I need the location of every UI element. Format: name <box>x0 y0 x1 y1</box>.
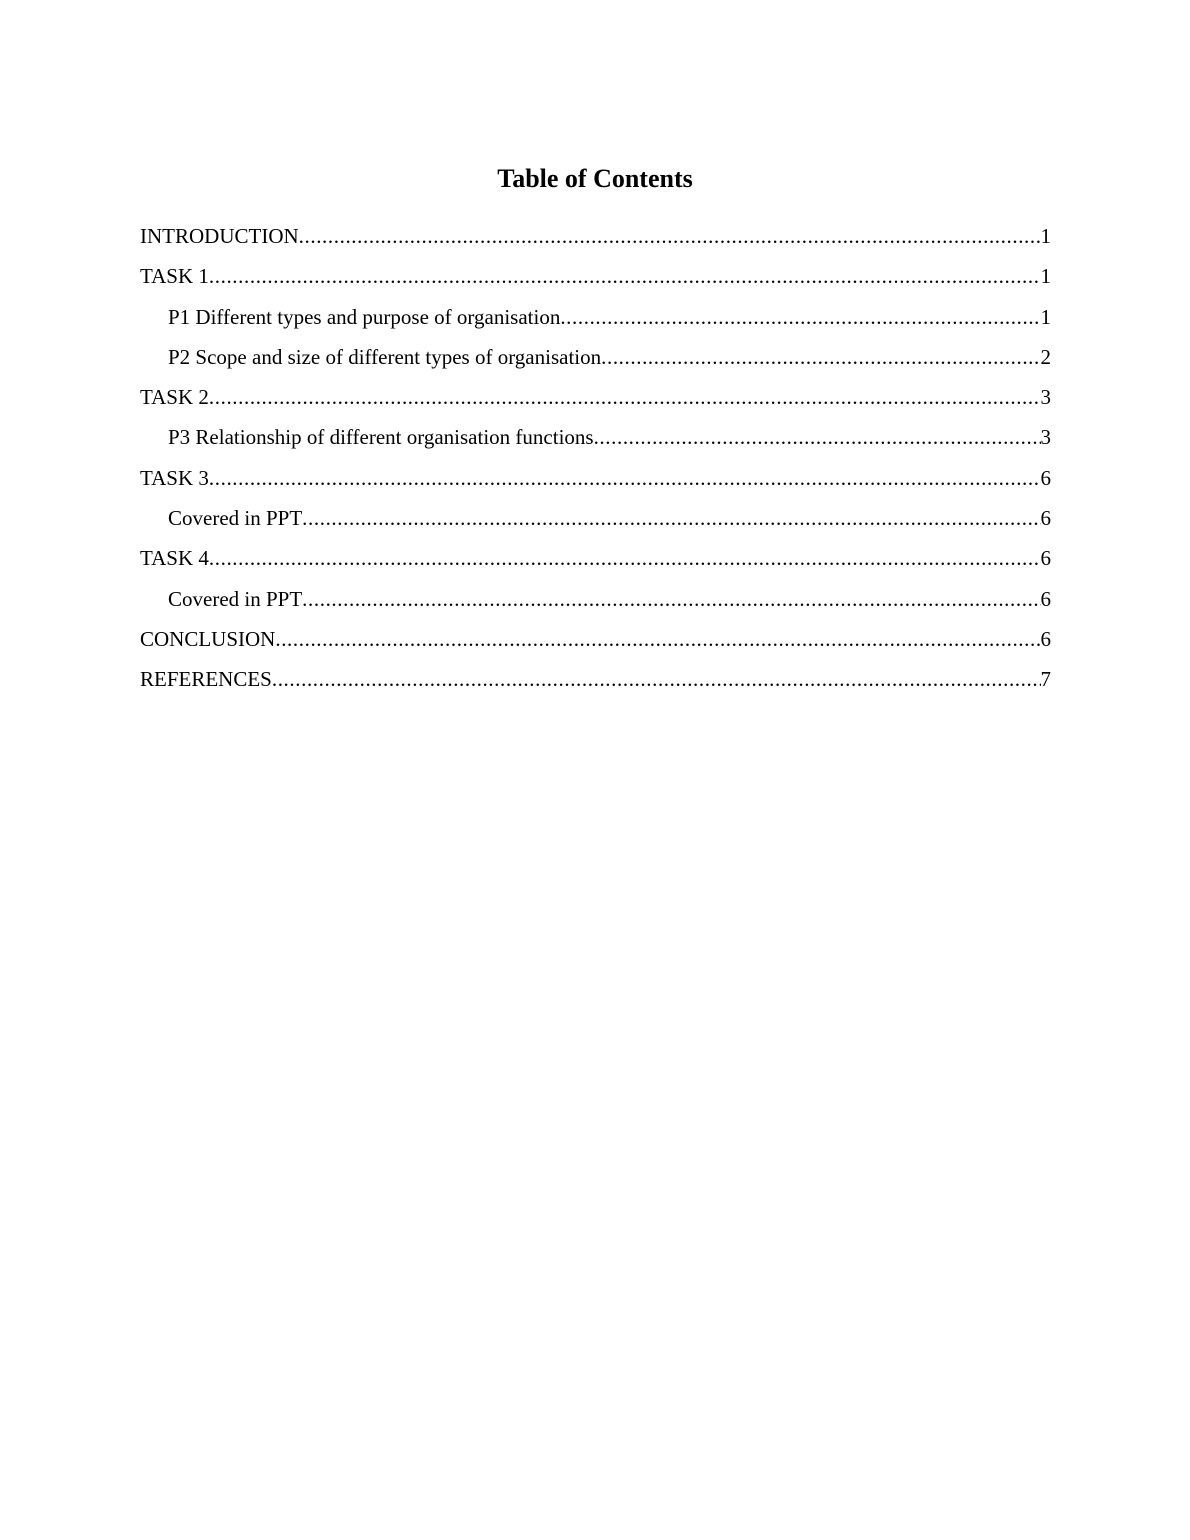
toc-title: Table of Contents <box>497 164 693 193</box>
toc-dot-leader <box>601 337 1040 377</box>
toc-dot-leader <box>209 256 1041 296</box>
toc-entry-page: 3 <box>1040 385 1051 410</box>
toc-entry-label: P1 Different types and purpose of organisation <box>168 304 561 329</box>
toc-entry-p3[interactable] <box>140 417 1051 457</box>
toc-entry-page: 1 <box>1040 224 1051 248</box>
toc-entry-page: 3 <box>1040 425 1051 450</box>
toc-entry-label: Covered in PPT <box>168 506 303 531</box>
toc-entry-label: TASK 1 <box>140 264 209 289</box>
toc-dot-leader <box>272 659 1041 699</box>
toc-entry-references[interactable] <box>140 659 1051 699</box>
toc-entry-label: TASK 2 <box>140 385 209 410</box>
toc-entry-p1[interactable] <box>140 297 1051 337</box>
toc-entry-task-3-ppt[interactable] <box>140 498 1051 538</box>
toc-entry-page: 6 <box>1040 506 1051 531</box>
toc-entry-label: P3 Relationship of different organisation functions <box>168 425 594 450</box>
toc-dot-leader <box>302 579 1040 619</box>
toc-entry-page: 6 <box>1040 546 1051 571</box>
toc-entry-label: TASK 3 <box>140 465 209 490</box>
toc-entry-page: 7 <box>1040 667 1051 692</box>
toc-entry-task-2[interactable] <box>140 377 1051 417</box>
toc-entry-label: P2 Scope and size of different types of organisation <box>168 344 602 369</box>
toc-list <box>140 216 1051 700</box>
toc-entry-task-1[interactable] <box>140 256 1051 296</box>
toc-dot-leader <box>275 619 1040 659</box>
toc-entry-page: 1 <box>1040 264 1051 289</box>
toc-dot-leader <box>209 458 1041 498</box>
toc-entry-page: 6 <box>1040 586 1051 611</box>
toc-entry-conclusion[interactable] <box>140 619 1051 659</box>
toc-entry-task-4-ppt[interactable] <box>140 579 1051 619</box>
toc-entry-page: 6 <box>1040 465 1051 490</box>
toc-entry-task-4[interactable] <box>140 538 1051 578</box>
toc-entry-label: INTRODUCTION <box>140 224 299 248</box>
toc-dot-leader <box>209 538 1041 578</box>
toc-dot-leader <box>302 498 1040 538</box>
toc-dot-leader <box>299 216 1041 256</box>
toc-entry-introduction[interactable] <box>140 216 1051 256</box>
toc-dot-leader <box>560 297 1040 337</box>
toc-dot-leader <box>209 377 1041 417</box>
toc-entry-label: TASK 4 <box>140 546 209 571</box>
toc-entry-p2[interactable] <box>140 337 1051 377</box>
toc-entry-page: 2 <box>1040 344 1051 369</box>
toc-dot-leader <box>594 417 1041 457</box>
toc-entry-page: 6 <box>1040 626 1051 651</box>
toc-entry-task-3[interactable] <box>140 458 1051 498</box>
toc-entry-label: CONCLUSION <box>140 626 276 651</box>
toc-entry-label: REFERENCES <box>140 667 272 692</box>
toc-entry-label: Covered in PPT <box>168 586 303 611</box>
toc-entry-page: 1 <box>1040 304 1051 329</box>
